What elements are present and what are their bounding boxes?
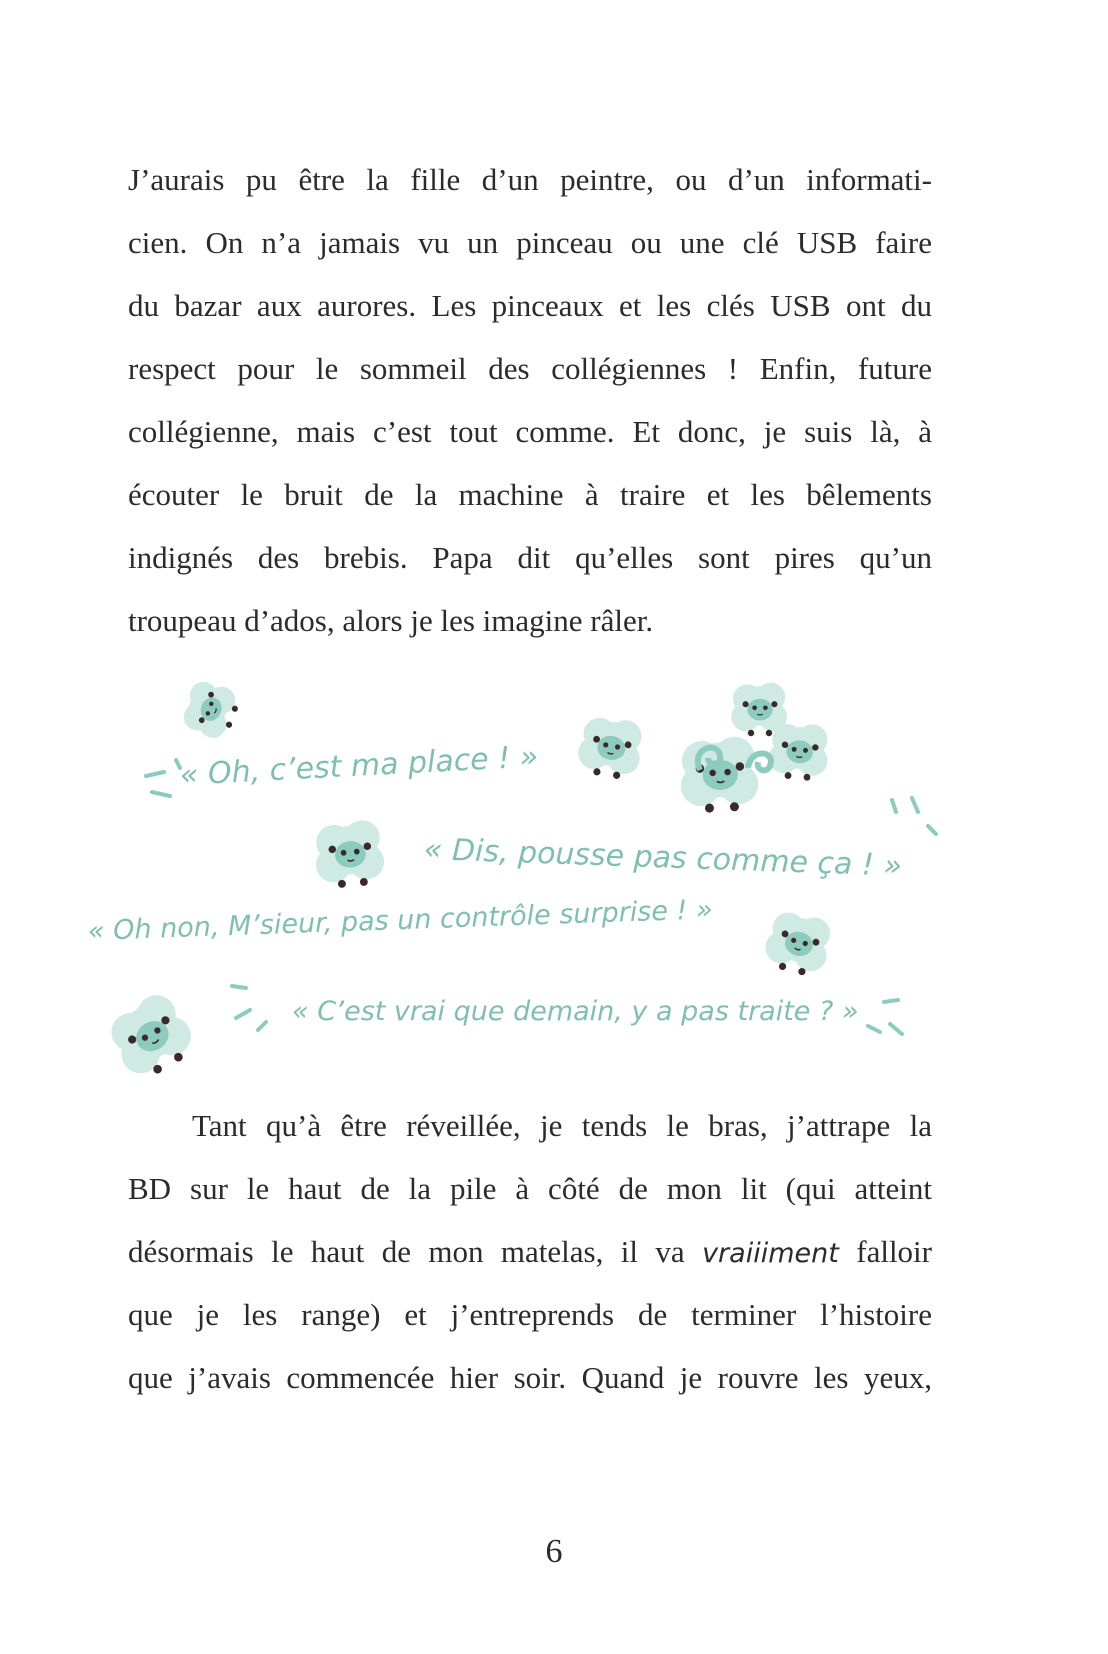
text-line: BD sur le haut de la pile à côté de mon lit (qui atteint bbox=[128, 1171, 932, 1206]
text-line: du bazar aux aurores. Les pinceaux et les clés USB ont du bbox=[128, 288, 932, 323]
text-line: que je les range) et j’entreprends de terminer l’histoire bbox=[128, 1297, 932, 1332]
text-line: cien. On n’a jamais vu un pinceau ou une clé USB faire bbox=[128, 225, 932, 260]
text-line: respect pour le sommeil des collégiennes ! Enfin, future bbox=[128, 351, 932, 386]
text-segment: falloir bbox=[838, 1234, 932, 1269]
sheep-icon bbox=[760, 907, 835, 981]
sheep-quote-1: « Oh, c’est ma place ! » bbox=[179, 739, 540, 793]
sound-lines-icon bbox=[146, 760, 180, 796]
sheep-quote-4: « C’est vrai que demain, y a pas traite ? » bbox=[292, 996, 859, 1027]
page-number: 6 bbox=[545, 1533, 563, 1570]
text-line bbox=[128, 1232, 932, 1274]
text-line: écouter le bruit de la machine à traire et les bêlements bbox=[128, 477, 932, 512]
sheep-icon bbox=[312, 819, 386, 890]
text-line: troupeau d’ados, alors je les imagine râler. bbox=[128, 603, 654, 638]
text-line: que j’avais commencée hier soir. Quand je rouvre les yeux, bbox=[128, 1360, 932, 1395]
sheep-icon bbox=[575, 713, 646, 782]
text-segment: désormais le haut de mon matelas, il va bbox=[128, 1234, 703, 1269]
sound-lines-icon bbox=[892, 798, 936, 834]
sheep-quote-3: « Oh non, M’sieur, pas un contrôle surprise ! » bbox=[87, 894, 714, 947]
text-line: J’aurais pu être la fille d’un peintre, ou d’un informati- bbox=[128, 162, 932, 197]
horn-icon bbox=[748, 754, 771, 771]
sheep-icon bbox=[678, 736, 759, 814]
sound-lines-icon bbox=[868, 1000, 902, 1034]
text-line: indignés des brebis. Papa dit qu’elles sont pires qu’un bbox=[128, 540, 932, 575]
text-line: collégienne, mais c’est tout comme. Et donc, je suis là, à bbox=[128, 414, 932, 449]
sheep-quote-2: « Dis, pousse pas comme ça ! » bbox=[423, 832, 903, 884]
sheep-icon bbox=[767, 721, 831, 783]
sheep-icon bbox=[101, 987, 201, 1086]
sound-lines-icon bbox=[232, 986, 266, 1030]
emphasized-word: vraiiiment bbox=[702, 1238, 839, 1269]
text-line: Tant qu’à être réveillée, je tends le bras, j’attrape la bbox=[192, 1108, 932, 1143]
sheep-icon bbox=[178, 676, 244, 743]
